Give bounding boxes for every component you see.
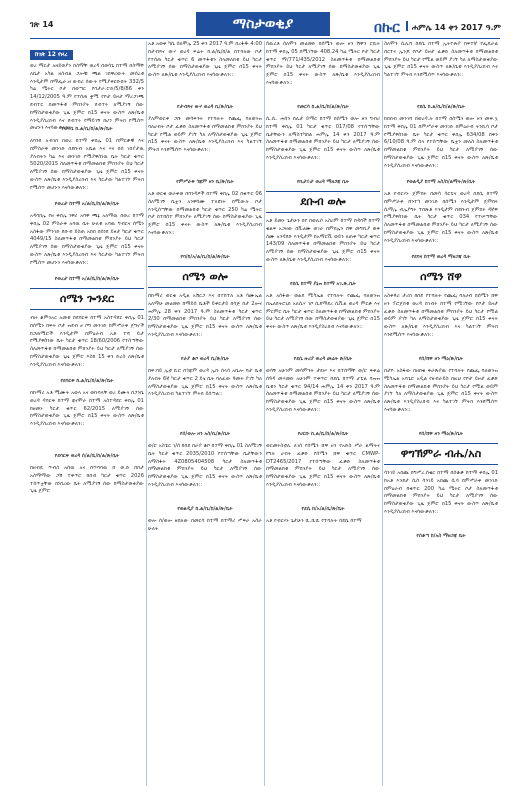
column-3 — [266, 41, 380, 786]
column-2 — [148, 41, 262, 786]
notice-source: የደሴ ከ.ል/ቤ/ከ/ል/ጽ/ቤት — [417, 104, 465, 110]
column-divider — [146, 41, 147, 786]
issue-date: ሐምሌ 14 ቀን 2017 ዓ.ም — [411, 23, 501, 32]
notice-source: የደሴ ከተማ ያኔዝ ከተማ አገ.ጽ.ቤት — [290, 281, 356, 287]
notice-item — [148, 116, 262, 186]
notice-source: የሰ/ወሎ ዞን አስ/ቤ/ጽ/ቤት — [180, 431, 230, 437]
notice-item — [30, 465, 144, 527]
notice-body: ስለሞን ሲሊሻ ከደሴ ከተማ ኢትዮጵያ ከፍተኛ የፌዴራል ሸርተና ኢንጆ የቦታ ይዞታ ፈቃድ ስለመጥፋቱ በማመልከቱ ምክንያት ይህ ካርታ የሚል ወይም ያገኘ ካለ ለማስታወቂያው ጊዜ ጀምሮ በ15 ቀናት ውስጥ ለጽ/ቤቱ እንዲያስረክብ እና ካልተገኘ ምትክ እንደሚሰጥ እናሳውቃለን:: — [384, 41, 498, 79]
notice-body: ሰዉሪቶ ሰለሞን መሀመድ በሰሜን ወሎ ዞን ሽዋን ሮቢት ከተማ ቀበሌ 05 በሚገኘው 408.24 ካሬ ሜትር ቦታ ካርታ ቁጥር ማ/771/435/2012 ስለመጥፋቱ በማመልከቱ ምክንያት ይህ ካርታ ለሚያገኝ ሰው ከማስታወቂያው ጊዜ ጀምሮ በ15 ቀናት ውስጥ ለጽ/ቤቱ እንዲያስረክብ እናሳውቃለን:: — [266, 41, 380, 86]
notice-source: የሰ/ሸዋ ዞን ማዕ/ጽ/ቤት — [418, 356, 463, 362]
notice-item — [30, 315, 144, 385]
notice-item — [30, 213, 144, 283]
notice-source: የወሳጌ ከ.ል/ቤ/ከ/ል/ጽ/ቤት — [61, 126, 113, 132]
publication-name: በኩር — [374, 20, 400, 36]
notice-item — [384, 191, 498, 261]
section-heading: ሰሜን ወሎ — [148, 266, 262, 288]
section-heading: ዋግኽምራ ብሔ/አስ — [384, 443, 498, 465]
notice-source: የደባርቅ ከ.ል/ቤ/ከ/ል/ጽ/ቤት — [60, 378, 114, 384]
notice-source: የመርሳ ከ.ል/ቤ/ከ/ል/ጽ/ቤት — [297, 104, 349, 110]
notice-item — [384, 470, 498, 540]
notice-body: አዳባክሌ የዘ ቀበሌ ነዋሪ አባዋ ጫኔ አለማዉ በወረ ከተማ ቀበሌ 02 ምስራቅ አባዉ ቤት ሁለቱ አባዉ ግብርና ሰሜን አስፋው ምንገድ ደቡብ ይስጠ አበበ በሰነደ ይዞታ ካርታ ቁጥር 4049/15 ስለመጥፋቱ በማመልከቱ ምክንያት ይህ ካርታ ለሚያገኝ ሰው ከማስታወቂያው ጊዜ ጀምሮ በ15 ቀናት ውስጥ ለጽ/ቤቱ እንዲያስረክብ እና ካርታው ካልተገኘ ምትክ የሚሰጥ መሆኑን እናሳውቃለን:: — [30, 213, 144, 266]
notice-body: አቶ የብርሃኑ ጌታሁን ሺ.ሺሺ የተባሉት ከደሴ ከተማ — [266, 518, 362, 524]
notice-item — [384, 368, 498, 438]
notice-source: የወረታ ከተማ አ/ል/ቤ/ከ/ል/ጽ/ቤት — [54, 276, 120, 282]
notice-source: የታብጻና ውሃ ወረዳ ቤ/ጽ/ቤት — [177, 104, 233, 110]
notice-body: አስቀጳሪ ታሪክ ከበደ የተባሉት የጨፌ ባለሀብ በሰሜን ሸዋ ዞን ፕሮጀክቱ ወረዳ በገብሩ ከተማ የሚገኘው የቦታ ይዞታ ፈቃድ ስለመጥፋቱ በማመልከቱ ምክንያት ይህ ካርታ የሚል ወይም ያገኘ ካለ ለማስታወቂያው ጊዜ ጀምሮ በ15 ቀናት ውስጥ ለጽ/ቤቱ እንዲያስረክብ እና ካልተገኘ ምትክ እንደሚሰጥ እናሳውቃለን:: — [384, 293, 498, 338]
section-masthead: ማስታወቂያ — [196, 12, 330, 36]
notice-body: ከበበብ መንገሻ በወረዳ.ሉ ከተማ በሰሜን ወሎ ዞን መቀ.ኳ ከተማ ቀበሌ 01 በምሥራቅ መንገድ በምዕራብ ትንቢሳ ቦታ የሚያዋስነው ቤት ካርታ ቁጥር ቀበሌ 634/08 በቀን 6/10/08 ዓ.ም ሰላ የተሰጣቸው ቤቷን መለስ ስለመጥፋቱ በማመልከቱ ምክንያት ይህ ካርታ ለሚያገኝ ሰው ከማስታወቂያው ጊዜ ጀምሮ በ15 ቀናት ውስጥ ለጽ/ቤቱ እንዲያስረክብ እናሳውቃለን:: — [384, 116, 498, 169]
continued-tag: ከገጽ 12 የዞረ — [30, 50, 73, 60]
notice-body: በኩማሪ ወርቁ አዲል አሽርጋ እና በተከተለ አቶ ሳሙኤል አለማሁ መሀመድ ከማይሰ ቤቶች ይቅርታይ ከሳጅ ከታ 2ሎና ሐምሌ 28 ቀን 2017 ዓ.ም ስለመጥፋቱ ካርታ ቁጥር 2/30 በማመልከቱ ምክንያት ይህ ካርታ ለሚያገኝ ሰው ከማስታወቂያው ጊዜ ጀምሮ በ15 ቀናት ውስጥ ለጽ/ቤቱ እንዲያስረክብ እናሳውቃለን:: — [148, 293, 262, 338]
notice-body: ወረ ማርታ አዘይወያን በስማቸ ወረዳ በወሳጌ ከተማ በስማቸ ለኬታ አካል ዘስብል ጋሎቹ ጫል ገበዋሪውት መሰረቱ እንዲታም በማፌራ.ዘ ውበሪ ሰውት የሚያቀርቡበት 332/5 ካሬ ሜትር ቦታ በወጣር የባታራ.ሮድ/5/8/86 ቀን 14/12/2005 ዓ.ም የተሰጠ ቋሚ የቦታ ይዞታ ማረጋገጫ ደብተር በመጥፋቱ ምክንያት ደብተሩ ለሚያገኝ ሰው ከማስታወቂያው ጊዜ ጀምሮ በ15 ቀናት ውስጥ ለጽ/ቤቱ እንዲያስረክብ እና ደብተሩ የማይገኝ ከሆነ ምትክ የሚሰጥ መሆኑን እናሳውቃለን:: — [30, 63, 144, 132]
notice-body: ወርመሩስቲሊ ለገሰ የሰሜን ሸዋ ዞን የአድስ ሥራ ልማትና የግሉ ሀብት ፈቃድ የሰሜን ሸዋ ቁጥር CMWP- DT2465/2017 የተሰጣቸው ፈቃድ ስለመጥፋቱ በማመልከቱ ምክንያት ይህ ካርታ ለሚያገኝ ሰው ከማስታወቂያው ጊዜ ጀምሮ በ15 ቀናት ውስጥ ለጽ/ቤቱ እንዲያስረክብ እናሳውቃለን:: — [266, 443, 380, 488]
notice-body: ሲ.ሲ. ሐሰን በሊታ ይማር ከተማ በሰሜን ወሎ ዞን ግብሪ ከተማ ቀበሌ 01 ካርታ ቁጥር 017/08 የተሰጣቸው ቤታቸውን ለማስተካከል ሐምሌ 14 ቀን 2017 ዓ.ም ስለመጥፋቱ በማመልከቱ ምክንያት ይህ ካርታ ለሚያገኝ ሰው ከማስታወቂያው ጊዜ ጀምሮ በ15 ቀናት ውስጥ ለጽ/ቤቱ እንዲያስረክብ እናሳውቃለን:: — [266, 116, 380, 161]
column-divider — [382, 41, 383, 786]
publication-info — [374, 20, 501, 36]
notice-source: የደሴ ዙሪያ ወረዳ መሬት ጽ/ቤት — [293, 356, 353, 362]
notice-source: የደባና ከተማ ወረዳ ማዘጋጃ ቤት — [411, 254, 471, 260]
column-divider — [264, 41, 265, 786]
notice-body: አቶ አወቀ ካሴ ሰለሞሌ 25 ቀን 2017 ዓ.ም ከረፋዱ 4:00 በታብጻና ውሃ ወረዳ ፍሬት ከ.ል/ቤ/ከ/ል በተባለው ቦታ የተሰጠ ካርታ ቁጥር 6 መጥፋቱን ስላመለከቱ ይህ ካርታ ለሚያገኝ ሰው ከማስታወቂያው ጊዜ ጀምሮ በ15 ቀናት ውስጥ ለጽ/ቤቱ እንዲያስረክብ እናሳውቃለን:: — [148, 41, 262, 79]
notice-source: የባ/ከ/አ/ል/ቤ/ከ/ል/ጽ/ቤት — [180, 254, 230, 260]
notice-item — [266, 518, 380, 580]
notice-item — [384, 116, 498, 186]
notice-body: አቶ የብርሃኑ ጀምበሩ በመሳ ሳርቴና ወረዳ በደሴ ከተማ በምሥራቅ ሸንተጎ መንገድ ከሰሜን እንዲታም ጀምበሩ ሲማሌ ብሌያግሩ ተበጽቶ እንዲታም በደቡብ ጀምበሩ ዳኛዋ የሚያዋስነው ቤት ካርታ ቁጥር 034 የተሠጣቸው ስለመጥፋቱ በማመልከቱ ምክንያት ይህ ካርታ ለሚያገኝ ሰው ከማስታወቂያው ጊዜ ጀምሮ በ15 ቀናት ውስጥ ለጽ/ቤቱ እንዲያስረክብ እናሳውቃለን:: — [384, 191, 498, 244]
notice-body: በታዮ አስፋው በዘበቁ ቀራጽያዉ የተባሉት የጨፌ ባለወንዝ ሚካኤል አባጌሮ አዲል የዘብራይስ በዚህ የቦታ ይዞታ ፈቃድ ስለመጥፋቱ በማመልከቱ ምክንያት ይህ ካርታ የሚል ወይም ያገኘ ካለ ለማስታወቂያው ጊዜ ጀምሮ በ15 ቀናት ውስጥ ለጽ/ቤቱ እንዲያስረክብ እና ካልተገኘ ምትክ እንደሚሰጥ እናሳውቃለን:: — [384, 368, 498, 413]
notice-body: ያለምወርቅ ጋሹ መሳፍንት የተባሉት የጨፌ ባለወንዝ ባለሀብት ቦታ ፈቃድ ስለመጥፋቱ በማመልከቱ ምክንያት ይህ ካርታ የሚል ወይም ያገኘ ካለ ለማስታወቂያው ጊዜ ጀምሮ በ15 ቀናት ውስጥ ለጽ/ቤቱ እንዲያስረክብ እና ካልተገኘ ምትክ እንደሚሰጥ እናሳውቃለን:: — [148, 116, 262, 154]
notice-body: በኩማሪ አቶ ሚሙት አወላ አና ወኩባላቸ ወረ ይሙላ በጋንቤ ወረዳ ዳባርቅ ከተማ ጃናሞራ ከተማ አስተዳደር ቀበሌ 01 ከዘመኑ ካርታ ቁጥር 62/2015 ለሚያገኝ ሰው ከማስታወቂያው ጊዜ ጀምሮ በ15 ቀናት ውስጥ ለጽ/ቤቱ እንዲያስረክብ እናሳውቃለን:: — [30, 390, 144, 428]
notice-body: አቶ ይመኑ ጌታሁን በየ በወሊሶ አስሪም ከተማ በዳባች ከተማ ቁልፍ አጋዛው በቪሀሙ ወገራ በምክሌን ሸዋ መግቢያ ወቅ ስሙ አንዳደድ እንዲታም ከአማሮቪ ወይን ለጠቅ ካርታ ቁጥር 143/09 ስለመጥፋቱ በማመልከቱ ምክንያት ይህ ካርታ ለሚያገኝ ሰው ከማስታወቂያው ጊዜ ጀምሮ በ15 ቀናት ውስጥ ለጽ/ቤቱ እንዲያስረክብ እናሳውቃለን:: — [266, 218, 380, 263]
notice-item — [266, 41, 380, 111]
notice-item — [148, 443, 262, 513]
notice-item — [30, 390, 144, 460]
notice-body: ወሎ ሰ/ወሎ ዘበለው በመርሳ ከተማ በተማሪ ሥፍራ አስራ ሁለት — [148, 518, 262, 532]
notice-source: የቢታይታ ወረዳ ማዘጋጃ ቤት — [296, 179, 350, 185]
divider-bar — [406, 21, 408, 31]
notice-body: ለባንክ አብገበ በወረ ከተማ ቀበሌ 01 በምርቃዊ እና በምስራቅ መንገድ በደቡብ አቤል እና ሃና በሰ ገበያታዉ ያሉበትን ካሬ እና መንገድ የሚያዋስነዉ ቤት ካርታ ቁጥር 5020/2015 ስለመጥፋቱ በማመልከቱ ምክንያት ይህ ካርታ ለሚያገኝ ሰው ከማስታወቂያው ጊዜ ጀምሮ በ15 ቀናት ውስጥ ለጽ/ቤቱ እንዲያስረክብ እና ካርታው ካልተገኘ ምትክ የሚሰጥ መሆኑን እናሳውቃለን:: — [30, 138, 144, 191]
notice-item — [384, 41, 498, 111]
notice-item — [148, 41, 262, 111]
notice-source: የምሥራቅ ጎጃም ዞን ቤ/ጽ/ቤት — [176, 179, 234, 185]
notice-item — [30, 63, 144, 133]
column-4 — [384, 41, 498, 786]
notice-source: የሀርቡ ከ.ል/ቤ/ከ/ል/ጽ/ቤት — [297, 431, 349, 437]
notice-body: በዘብዴ ጥብስ አሰዉ አና በጥባባዉ ሸ ወ.ድ ከበታ አስማማው ጋሽ ተቀጥሮ ከበብ ካርታ ቁጥር 2026 ተሰጥቷቸው ከነበረው ቤት ለሚያገኝ ሰው ከማስታወቂያው ጊዜ ጀምሮ — [30, 465, 144, 495]
notice-source: የሰ/ሸዋ ዞን ማዕ/ጽ/ቤት — [418, 431, 463, 437]
column-1 — [30, 41, 144, 786]
notice-item — [148, 191, 262, 261]
notice-body: አቶ አሰፋው ወልደ ሚካኤል የተባሉት የጨፌ ባለወንዝ በኤለክትሮኒክ አለሲሃ ገቦ ሲደማደረ ሲቪል ወረዳ ምርቃ እና ምርምር ቤት ካርታ ቁጥር ስለመጥፋቱ በማመልከቱ ምክንያት ይህ ካርታ ለሚያገኝ ሰው ከማስታወቂያው ጊዜ ጀምሮ በ15 ቀናት ውስጥ ለጽ/ቤቱ እንዲያስረክብ እናሳውቃለን:: — [266, 293, 380, 331]
notice-body: ወ/ሮ አስቴር ገ/ሰ ከበደ በራያ ቆቦ ከተማ ቀበሌ 01 ስለሚገኝ ቤት ካርታ ቁጥር 2035/2010 የተሰጣቸው ቤታቸውን ለማስፋት 4Z0805404508 ካርታ ስለመጥፋቱ በማመልከቱ ምክንያት ይህ ካርታ ለሚያገኝ ሰው ከማስታወቂያው ጊዜ ጀምሮ በ15 ቀናት ውስጥ ለጽ/ቤቱ እንዲያስረክብ እናሳውቃለን:: — [148, 443, 262, 488]
notice-item — [266, 116, 380, 186]
page-number: ገጽ 14 — [30, 20, 54, 29]
notice-source: የደሴ ከ/አ/ል/ቤ/ጽ/ቤት — [301, 506, 345, 512]
section-heading: ሰሜን ሸዋ — [384, 266, 498, 288]
notice-source: የሰቆጣ ከ/አስ ማዘጋጃ ቤት — [416, 533, 466, 539]
notice-item — [266, 293, 380, 363]
section-heading: ሰሜን ጐንደር — [30, 288, 144, 310]
notice-item — [30, 138, 144, 208]
notice-item — [148, 368, 262, 438]
notice-item — [266, 218, 380, 288]
notice-body: በፍ.ባይ ኢቲ ኪሮ በጎጃም ወረዳ ኢኩ ሰላሳ አቤሎ ባታ ቤቱ ያሉበት 6ኛ ካርታ ቁጥር 2 ይሄ ቤት ባለፈው ዓመት ያገኘ ካለ ለማስታወቂያው ጊዜ ጀምሮ በ15 ቀናት ውስጥ ለጽ/ቤቱ እንዲያስረክብ ካልተገኘ ምትክ ይሰጣል:: — [148, 368, 262, 398]
notice-item — [148, 293, 262, 363]
page-number-value: 14 — [42, 20, 54, 29]
notice-body: ብዙ ቆምንአር አመቱ በደባርቅ ከተማ አስተዳደር ቀበሌ 01 በሰሜን ከፍት ቦታ ዝደብ ፀ ቦግ መንገድ ከምሥራቅ ጀግኖች ከጋጠሚሮች እንዲታም በምዕራብ አቶ ተሻ ይታ የሚያዋስነው ቤት ካርታ ቁጥር 18/60/2006 የተሰጣቸው ስለመጥፋቱ በማመልከቱ ምክንያት ይህ ካርታ ለሚያገኝ ሰው ከማስታወቂያው ጊዜ ጀምሮ እስከ 15 ቀን ድረስ ለጽ/ቤቱ እንዲያስረክብ እናሳውቃለን:: — [30, 315, 144, 368]
notice-source: የወልዲያ ከ.ል/ቤ/ከ/ል/ጽ/ቤት — [177, 506, 233, 512]
notice-body: ወሳኝ አሁንም መሳምንት ታደሠ እና በተሰማቸ ወ/ሮ ፍቅሬ ሰዓዳ መሃመድ አሁንም ተቀጥሮ ከደሴ ከተማ ሆቴል ባዝዝ ቤቱን ካርታ ቁጥር 94/14 ሐምሌ 14 ቀን 2017 ዓ.ም ስለመጥፋቱ በማመልከቱ ምክንያት ይህ ካርታ ለሚያገኝ ሰው ከማስታወቂያው ጊዜ ጀምሮ በ15 ቀናት ውስጥ ለጽ/ቤቱ እንዲያስረክብ እናሳውቃለን:: — [266, 368, 380, 413]
notice-columns — [30, 41, 500, 786]
page-header — [0, 0, 529, 40]
notice-source: የራያ ቆቦ ወረዳ ቤ/ጽ/ቤት — [181, 356, 229, 362]
section-heading: ደቡብ ወሎ — [266, 191, 380, 213]
notice-source: የወልዲያ ከተማ አስ/ከ/ልማት/ጽ/ቤት — [406, 179, 476, 185]
notice-item — [384, 293, 498, 363]
header-rule — [30, 38, 500, 39]
notice-source: የወረታ ከተማ አ/ል/ቤ/ከ/ል/ጽ/ቤት — [54, 201, 120, 207]
notice-body: ሳንገይ አበጨ በግሥረ.ሰቄር ከተማ በሰቆቃ ከተማ ቀበሌ 01 ከአቶ እንደታ ሲሰ ሳንገይ አበጨ ሲሳ በምሥራቅ መንገድ በምዕራብ ከቁጥር 200 ካሬ ሜትር ቦታ ስለመጥፋቱ በማመልከቱ ምክንያት ይህ ካርታ ለሚያገኝ ሰው ከማስታወቂያው ጊዜ ጀምሮ በ15 ቀናት ውስጥ ለጽ/ቤቱ እንዲያስረክብ እናሳውቃለን:: — [384, 470, 498, 515]
notice-item — [148, 518, 262, 580]
notice-item — [266, 443, 380, 513]
notice-body: አቶ ወርቁ ወራቀወ በባንዳዎች ከተማ ቀበሌ 02 በቁጥር 06 ስለሚገኝ ቤቷን አንዋሳሙ ተለዩነት በሚውሉ ቦታ እንዲሰጣቸው በማመልከቱ ካርታ ቁጥር 250 ካሬ ሜትር ቦታ በተከሰተ ምክንያት ለሚያገኝ ሰው ከማስታወቂያው ጊዜ ጀምሮ በ15 ቀናት ውስጥ ለጽ/ቤቱ እንዲያስረክብ እናሳውቃለን:: — [148, 191, 262, 236]
notice-item — [266, 368, 380, 438]
notice-source: የደባርቅ ወረዳ ሰ/ል/ቤ/ከ/ል/ጽ/ቤት — [54, 453, 120, 459]
